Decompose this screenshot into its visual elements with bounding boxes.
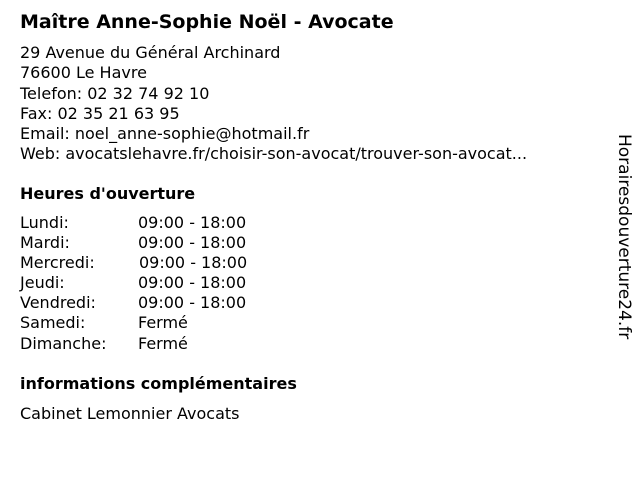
- contact-block: [20, 43, 527, 165]
- hours-value: 09:00 - 18:00: [138, 233, 247, 253]
- day-label: Dimanche:: [20, 333, 107, 353]
- additional-info-heading: informations complémentaires: [20, 374, 297, 393]
- street-address: 29 Avenue du Général Archinard: [20, 43, 281, 62]
- day-label: Mardi:: [20, 233, 70, 253]
- day-label: Mercredi:: [20, 253, 95, 273]
- additional-info-text: Cabinet Lemonnier Avocats: [20, 404, 240, 423]
- day-label: Lundi:: [20, 213, 69, 232]
- website-link: Web: avocatslehavre.fr/choisir-son-avocat/trouver-son-avocat...: [20, 144, 528, 164]
- opening-hours-heading: Heures d'ouverture: [20, 184, 196, 203]
- day-label: Jeudi:: [20, 273, 65, 293]
- hours-value: Fermé: [138, 333, 188, 353]
- page-title: Maître Anne-Sophie Noël - Avocate: [20, 11, 394, 33]
- hours-value: 09:00 - 18:00: [138, 213, 247, 232]
- day-label: Vendredi:: [20, 293, 96, 313]
- city: 76600 Le Havre: [20, 63, 147, 83]
- hours-value: 09:00 - 18:00: [138, 273, 247, 293]
- hours-value: 09:00 - 18:00: [139, 253, 248, 273]
- day-label: Samedi:: [20, 313, 86, 333]
- hours-value: 09:00 - 18:00: [138, 293, 247, 313]
- email-address: Email: noel_anne-sophie@hotmail.fr: [20, 124, 310, 144]
- site-watermark: Horairesdouverture24.fr: [614, 134, 634, 340]
- phone-number: Telefon: 02 32 74 92 10: [20, 83, 210, 103]
- hours-value: Fermé: [138, 313, 188, 333]
- fax-number: Fax: 02 35 21 63 95: [20, 103, 180, 123]
